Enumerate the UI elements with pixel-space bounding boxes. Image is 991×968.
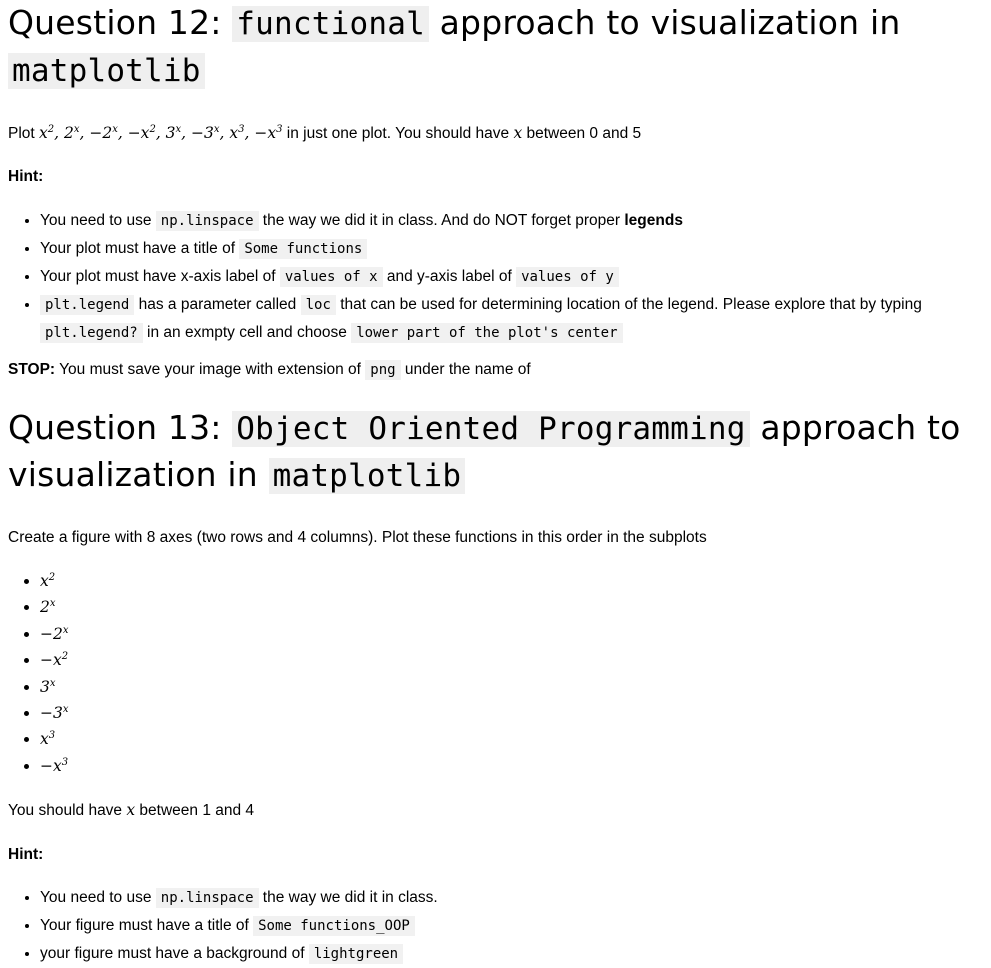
inline-code: Some functions_OOP: [253, 916, 415, 936]
list-item: • Your plot must have a title of Some functions: [40, 235, 922, 263]
list-item: • Your plot must have x-axis label of values of x and y-axis label of values of y: [40, 263, 922, 291]
function-item: • 3$^x$: [40, 674, 69, 700]
inline-code: values of x: [280, 267, 383, 287]
q12-stop-note: STOP: You must save your image with extension of png under the name of: [8, 361, 531, 378]
inline-code: matplotlib: [269, 458, 466, 494]
function-item: • 2$^x$: [40, 594, 69, 620]
math-x: x: [513, 124, 523, 142]
function-item: • $x^2$: [40, 568, 69, 594]
math-x: x: [126, 801, 136, 819]
question-12-heading: Question 12: functional approach to visualization in matplotlib: [8, 3, 901, 89]
inline-code: png: [365, 360, 400, 380]
q13-range-note: You should have x between 1 and 4: [8, 801, 255, 819]
inline-code: plt.legend: [40, 295, 134, 315]
list-item: • You need to use np.linspace the way we did it in class. And do NOT forget proper legends: [40, 207, 922, 235]
function-item: • $-2^x$: [40, 621, 69, 647]
inline-code: lightgreen: [309, 944, 403, 964]
question-13-heading: Question 13: Object Oriented Programming approach to visualization in matplotlib: [8, 408, 961, 494]
inline-code: lower part of the plot's center: [351, 323, 622, 343]
inline-code: Object Oriented Programming: [232, 411, 749, 447]
function-item: • $-x^2$: [40, 647, 69, 673]
inline-code: loc: [301, 295, 336, 315]
q13-hint-label: Hint:: [8, 846, 44, 863]
list-item: • your figure must have a background of lightgreen: [40, 940, 438, 968]
math-expression: $x^2$, $2^x$, $-2^x$, $-x^2$, $3^x$, $-3^x$, $x^3$, $-x^3$: [39, 124, 283, 142]
list-item: • plt.legend has a parameter called loc that can be used for determining location of the legend. Please explore that by typing plt.legend? in an exmpty cell and choose lower part of the plot's center: [40, 291, 922, 347]
inline-code: plt.legend?: [40, 323, 143, 343]
inline-code: functional: [232, 6, 429, 42]
function-item: • $x^3$: [40, 726, 69, 752]
q13-function-list: [8, 568, 69, 779]
inline-code: values of y: [516, 267, 619, 287]
inline-code: np.linspace: [156, 211, 259, 231]
q13-instruction: Create a figure with 8 axes (two rows and 4 columns). Plot these functions in this order in the subplots: [8, 529, 707, 546]
function-item: • $-x^3$: [40, 753, 69, 779]
inline-code: matplotlib: [8, 53, 205, 89]
q13-hint-list: [8, 884, 438, 968]
q12-instruction: Plot $x^2$, $2^x$, $-2^x$, $-x^2$, $3^x$, $-3^x$, $x^3$, $-x^3$ in just one plot. You should have x between 0 and 5: [8, 124, 642, 142]
inline-code: np.linspace: [156, 888, 259, 908]
list-item: • You need to use np.linspace the way we did it in class.: [40, 884, 438, 912]
q12-hint-label: Hint:: [8, 168, 44, 185]
q12-hint-list: [8, 207, 922, 347]
list-item: • Your figure must have a title of Some functions_OOP: [40, 912, 438, 940]
inline-code: Some functions: [239, 239, 367, 259]
function-item: • $-3^x$: [40, 700, 69, 726]
